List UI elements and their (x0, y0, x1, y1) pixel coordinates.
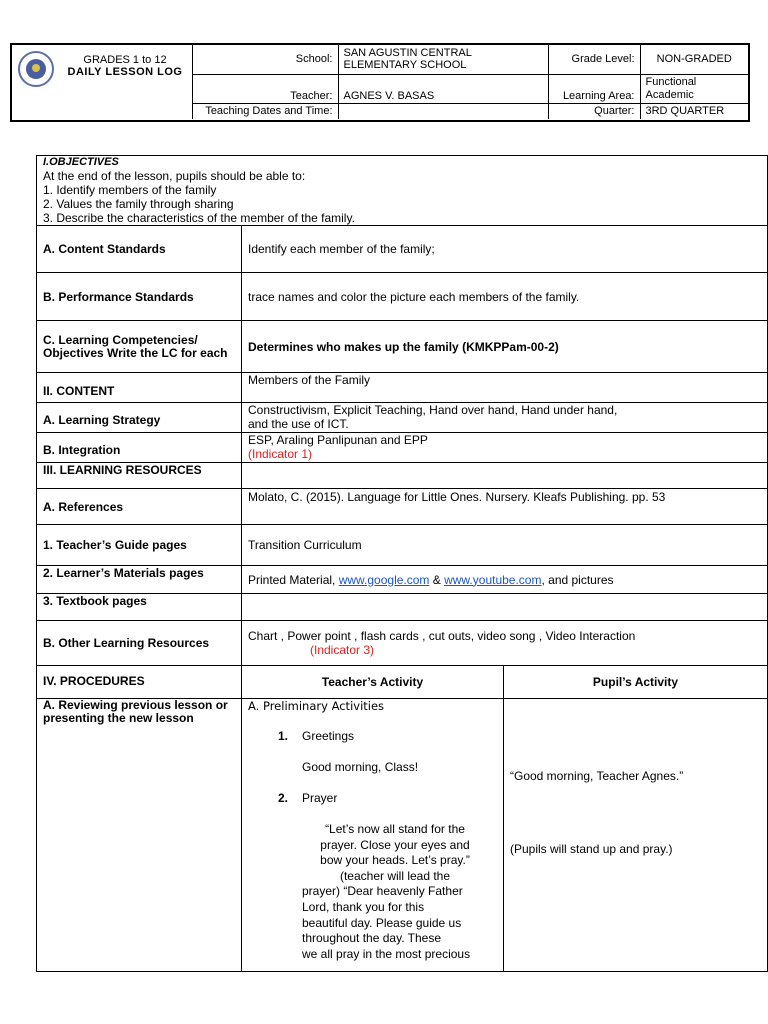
references-value: Molato, C. (2015). Language for Little Ones. Nursery. Kleafs Publishing. pp. 53 (242, 489, 768, 525)
prayer-text: “Let’s now all stand for the prayer. Close your eyes and bow your heads. Let’s pray.” (teacher will lead the prayer) “Dear heavenly Father Lord, thank you for this beautiful day. Please guide us throughout the day. These we all pray in the most precious (302, 822, 471, 961)
teacher-value: AGNES V. BASAS (338, 74, 548, 103)
grade-level-value: NON-GRADED (640, 45, 748, 74)
teaching-dates-value (338, 103, 548, 119)
school-label: School: (192, 45, 338, 74)
content-standards-label: A. Content Standards (37, 226, 242, 273)
pupil-activity-cell (504, 699, 768, 972)
content-standards-value: Identify each member of the family; (242, 226, 768, 273)
teaching-dates-label: Teaching Dates and Time: (192, 103, 338, 119)
learning-resources-value (242, 463, 768, 489)
quarter-value: 3RD QUARTER (640, 103, 748, 119)
objectives-heading: I.OBJECTIVES (43, 156, 119, 168)
quarter-label: Quarter: (548, 103, 640, 119)
textbook-label: 3. Textbook pages (37, 594, 242, 621)
objectives-intro: At the end of the lesson, pupils should be able to: (43, 169, 306, 183)
objective-item: 1. Identify members of the family (43, 183, 217, 197)
performance-standards-label: B. Performance Standards (37, 273, 242, 321)
teachers-guide-label: 1. Teacher’s Guide pages (37, 525, 242, 566)
greetings-title: Greetings (302, 729, 355, 743)
learning-area-label: Learning Area: (548, 74, 640, 103)
item-number: 1. (278, 729, 289, 743)
review-lesson-label: A. Reviewing previous lesson or presenting the new lesson (37, 699, 242, 972)
learning-strategy-value: Constructivism, Explicit Teaching, Hand over hand, Hand under hand, and the use of ICT. (242, 403, 768, 433)
integration-label: B. Integration (37, 433, 242, 463)
teachers-activity-header: Teacher’s Activity (242, 666, 504, 699)
pupils-activity-header: Pupil’s Activity (504, 666, 768, 699)
other-resources-value: Chart , Power point , flash cards , cut outs, video song , Video Interaction (Indicator 3) (242, 621, 768, 666)
teacher-label: Teacher: (192, 74, 338, 103)
youtube-link[interactable]: www.youtube.com (444, 572, 542, 587)
header-title-cell (12, 45, 192, 119)
teacher-activity-cell (242, 699, 504, 972)
google-link[interactable]: www.google.com (338, 572, 430, 587)
title-grades: GRADES 1 to 12 (83, 54, 167, 66)
lesson-table (36, 155, 768, 972)
title-daily-lesson-log: DAILY LESSON LOG (67, 66, 183, 78)
teacher-greeting: Good morning, Class! (302, 760, 419, 774)
prayer-title: Prayer (302, 791, 338, 805)
header-table (12, 45, 748, 119)
indicator-1: (Indicator 1) (248, 447, 313, 461)
pupil-greeting-response: “Good morning, Teacher Agnes.” (510, 769, 684, 783)
objectives-cell (37, 156, 768, 226)
indicator-3: (Indicator 3) (310, 643, 375, 657)
deped-seal-icon (18, 51, 54, 87)
textbook-value (242, 594, 768, 621)
learning-resources-label: III. LEARNING RESOURCES (37, 463, 242, 489)
learners-materials-label: 2. Learner’s Materials pages (37, 566, 242, 594)
learning-strategy-label: A. Learning Strategy (37, 403, 242, 433)
learners-materials-value: Printed Material, www.google.com & www.youtube.com, and pictures (242, 566, 768, 594)
references-label: A. References (37, 489, 242, 525)
content-label: II. CONTENT (37, 373, 242, 403)
objective-item: 3. Describe the characteristics of the member of the family. (43, 211, 355, 225)
integration-value: ESP, Araling Panlipunan and EPP (Indicator 1) (242, 433, 768, 463)
procedures-label: IV. PROCEDURES (37, 666, 242, 699)
pupil-prayer-response: (Pupils will stand up and pray.) (510, 842, 673, 856)
learning-area-value: Functional Academic (640, 74, 748, 103)
teachers-guide-value: Transition Curriculum (242, 525, 768, 566)
school-value: SAN AGUSTIN CENTRAL ELEMENTARY SCHOOL (338, 45, 548, 74)
content-value: Members of the Family (242, 373, 768, 403)
preliminary-activities: A. Preliminary Activities (248, 699, 385, 713)
grade-level-label: Grade Level: (548, 45, 640, 74)
competencies-label: C. Learning Competencies/ Objectives Write the LC for each (37, 321, 242, 373)
performance-standards-value: trace names and color the picture each members of the family. (242, 273, 768, 321)
competencies-value: Determines who makes up the family (KMKPPam-00-2) (242, 321, 768, 373)
other-resources-label: B. Other Learning Resources (37, 621, 242, 666)
item-number: 2. (278, 791, 289, 805)
objective-item: 2. Values the family through sharing (43, 197, 234, 211)
